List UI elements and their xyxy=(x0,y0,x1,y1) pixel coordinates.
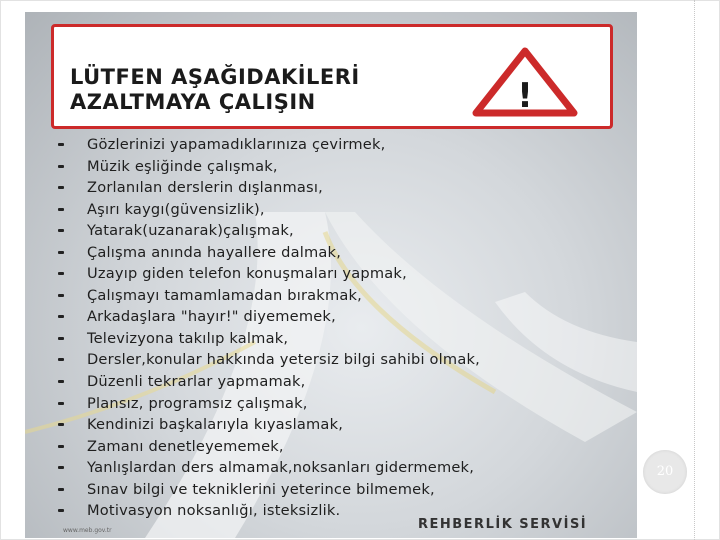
list-item xyxy=(55,285,480,307)
warning-exclamation: ! xyxy=(517,76,533,116)
list-item xyxy=(55,393,480,415)
list-item xyxy=(55,371,480,393)
page-number-badge: 20 xyxy=(643,450,687,494)
bullet-icon xyxy=(58,251,64,254)
list-item xyxy=(55,349,480,371)
list-item xyxy=(55,156,480,178)
list-item-text: Motivasyon noksanlığı, isteksizlik. xyxy=(87,502,341,520)
list-item-text: Zorlanılan derslerin dışlanması, xyxy=(87,179,323,197)
list-item xyxy=(55,328,480,350)
bullet-icon xyxy=(58,208,64,211)
list-item xyxy=(55,500,480,522)
bullet-icon xyxy=(58,337,64,340)
bullet-icon xyxy=(58,423,64,426)
bullet-icon xyxy=(58,445,64,448)
list-item-text: Düzenli tekrarlar yapmamak, xyxy=(87,373,306,391)
signature-text: REHBERLİK SERVİSİ xyxy=(418,517,588,532)
bullet-icon xyxy=(58,358,64,361)
bullet-icon xyxy=(58,488,64,491)
website-url: www.meb.gov.tr xyxy=(63,527,112,534)
headline-line-1: LÜTFEN AŞAĞIDAKİLERİ xyxy=(70,65,360,89)
bullet-icon xyxy=(58,380,64,383)
bullet-icon xyxy=(58,315,64,318)
warning-triangle-icon xyxy=(472,47,578,117)
bullet-icon xyxy=(58,402,64,405)
bullet-icon xyxy=(58,229,64,232)
list-item xyxy=(55,414,480,436)
list-item-text: Kendinizi başkalarıyla kıyaslamak, xyxy=(87,416,344,434)
list-item xyxy=(55,242,480,264)
list-item-text: Çalışma anında hayallere dalmak, xyxy=(87,243,342,261)
bullet-icon xyxy=(58,294,64,297)
list-item xyxy=(55,436,480,458)
bullet-list xyxy=(55,134,480,522)
headline-line-2: AZALTMAYA ÇALIŞIN xyxy=(70,90,316,114)
list-item-text: Müzik eşliğinde çalışmak, xyxy=(87,157,278,175)
list-item-text: Sınav bilgi ve tekniklerini yeterince bilmemek, xyxy=(87,480,435,498)
bullet-icon xyxy=(58,272,64,275)
bullet-icon xyxy=(58,165,64,168)
list-item-text: Çalışmayı tamamlamadan bırakmak, xyxy=(87,286,362,304)
list-item xyxy=(55,177,480,199)
list-item-text: Zamanı denetleyememek, xyxy=(87,437,284,455)
slide-edge-divider xyxy=(694,0,696,540)
list-item-text: Arkadaşlara "hayır!" diyememek, xyxy=(87,308,336,326)
list-item xyxy=(55,134,480,156)
list-item-text: Uzayıp giden telefon konuşmaları yapmak, xyxy=(87,265,407,283)
list-item xyxy=(55,457,480,479)
bullet-icon xyxy=(58,186,64,189)
list-item-text: Yatarak(uzanarak)çalışmak, xyxy=(87,222,294,240)
poster-image xyxy=(25,12,637,538)
list-item-text: Plansız, programsız çalışmak, xyxy=(87,394,308,412)
list-item xyxy=(55,479,480,501)
list-item-text: Aşırı kaygı(güvensizlik), xyxy=(87,200,265,218)
warning-sign-panel xyxy=(51,24,613,129)
list-item xyxy=(55,199,480,221)
bullet-icon xyxy=(58,509,64,512)
bullet-icon xyxy=(58,143,64,146)
list-item xyxy=(55,306,480,328)
list-item-text: Yanlışlardan ders almamak,noksanları gidermemek, xyxy=(87,459,475,477)
headline xyxy=(70,65,360,115)
list-item-text: Dersler,konular hakkında yetersiz bilgi sahibi olmak, xyxy=(87,351,480,369)
list-item xyxy=(55,263,480,285)
list-item-text: Televizyona takılıp kalmak, xyxy=(87,329,289,347)
list-item xyxy=(55,220,480,242)
list-item-text: Gözlerinizi yapamadıklarınıza çevirmek, xyxy=(87,136,386,153)
bullet-icon xyxy=(58,466,64,469)
